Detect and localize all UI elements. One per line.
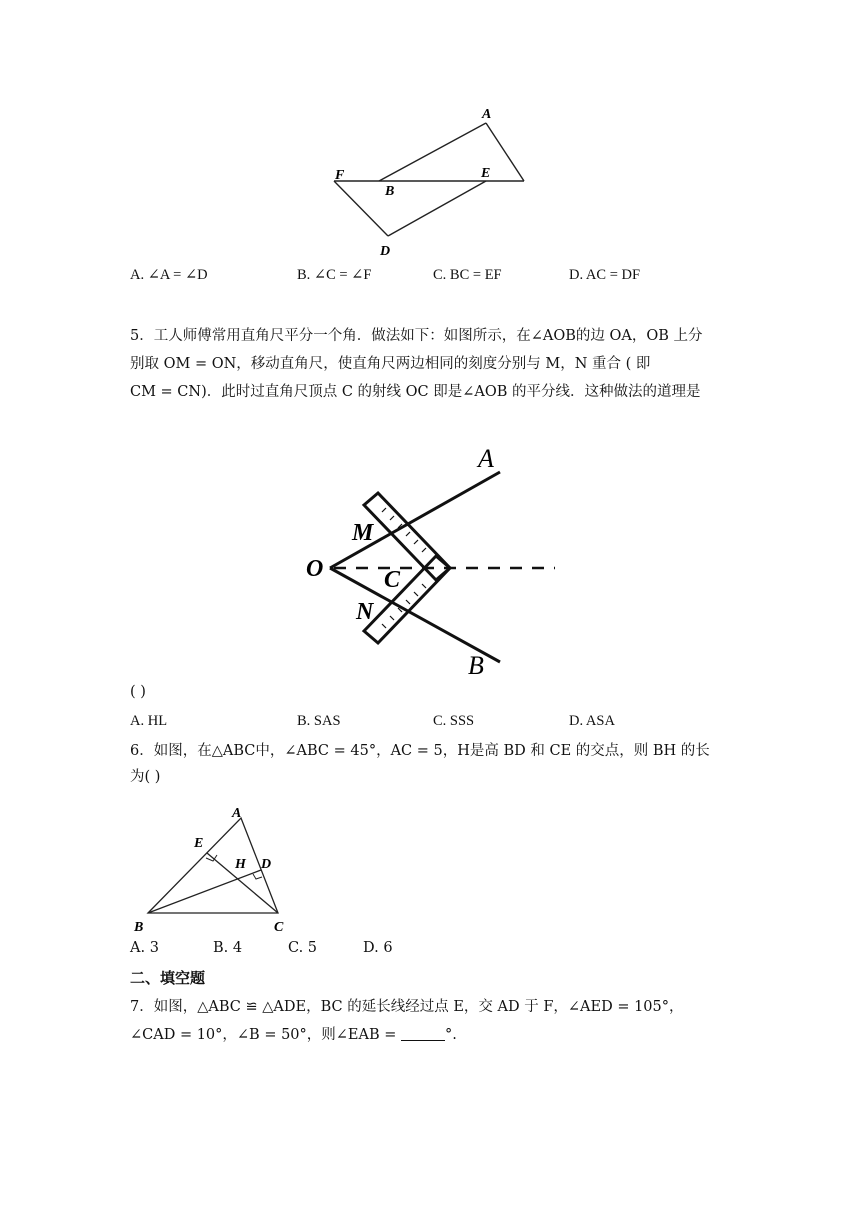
q6-number: 6 [130, 743, 140, 759]
q5-stem [130, 326, 730, 402]
q5-option-b[interactable]: B. SAS [297, 713, 341, 729]
q5-number: 5 [130, 328, 140, 344]
figure-q5 [300, 440, 570, 680]
q7-line-1: 7．如图，△ABC ≌ △ADE，BC 的延长线经过点 E，交 AD 于 F，∠AED = 105°， [130, 999, 684, 1015]
q5-option-d[interactable]: D. ASA [569, 713, 615, 729]
q7-number: 7 [130, 999, 140, 1015]
label-M: M [352, 520, 374, 546]
q6-option-a[interactable]: A. 3 [130, 940, 159, 956]
q5-line-3: CM = CN)．此时过直角尺顶点 C 的射线 OC 即是∠AOB 的平分线．这种做法的道理是 [130, 384, 701, 400]
label-D: D [380, 244, 391, 259]
label-B: B [134, 920, 144, 935]
q5-line-1: 5．工人师傅常用直角尺平分一个角．做法如下：如图所示，在∠AOB的边 OA，OB 上分 [130, 328, 703, 344]
q5-line-2: 别取 OM = ON，移动直角尺，使直角尺两边相同的刻度分别与 M，N 重合 ( 即 [130, 356, 651, 372]
label-N: N [356, 599, 374, 625]
q5-option-c[interactable]: C. SSS [433, 713, 475, 729]
figure-q6 [128, 800, 298, 940]
q4-options [0, 265, 860, 287]
label-F: F [335, 168, 345, 183]
answer-blank[interactable] [401, 1026, 445, 1041]
q7-line-2: ∠CAD = 10°，∠B = 50°，则∠EAB = °. [130, 1027, 457, 1043]
label-C: C [274, 920, 284, 935]
label-A: A [482, 107, 492, 122]
label-H: H [235, 857, 246, 872]
q6-line-1: 6．如图，在△ABC中，∠ABC = 45°，AC = 5，H是高 BD 和 CE 的交点，则 BH 的长 [130, 743, 710, 759]
label-C: C [384, 567, 401, 593]
label-B: B [468, 651, 484, 680]
q4-option-b[interactable]: B. ∠C = ∠F [297, 267, 372, 283]
q6-line-2: 为( ) [130, 769, 161, 785]
label-A: A [232, 806, 242, 821]
q4-option-a[interactable]: A. ∠A = ∠D [130, 267, 208, 283]
q6-option-d[interactable]: D. 6 [363, 940, 393, 956]
q5-option-a[interactable]: A. HL [130, 713, 168, 729]
figure-q4 [320, 100, 540, 260]
q6-options [0, 938, 860, 960]
label-O: O [306, 556, 324, 582]
label-E: E [481, 166, 491, 181]
q4-option-c[interactable]: C. BC = EF [433, 267, 502, 283]
label-D: D [261, 857, 272, 872]
label-B: B [385, 184, 395, 199]
label-E: E [194, 836, 204, 851]
section-heading: 二、填空题 [130, 969, 206, 987]
q6-stem [130, 741, 730, 787]
q5-options [0, 711, 860, 733]
q6-option-c[interactable]: C. 5 [288, 940, 318, 956]
q7-stem [130, 997, 730, 1045]
q6-option-b[interactable]: B. 4 [213, 940, 243, 956]
label-A: A [478, 444, 494, 473]
q5-paren: ( ) [130, 684, 146, 700]
q4-option-d[interactable]: D. AC = DF [569, 267, 641, 283]
